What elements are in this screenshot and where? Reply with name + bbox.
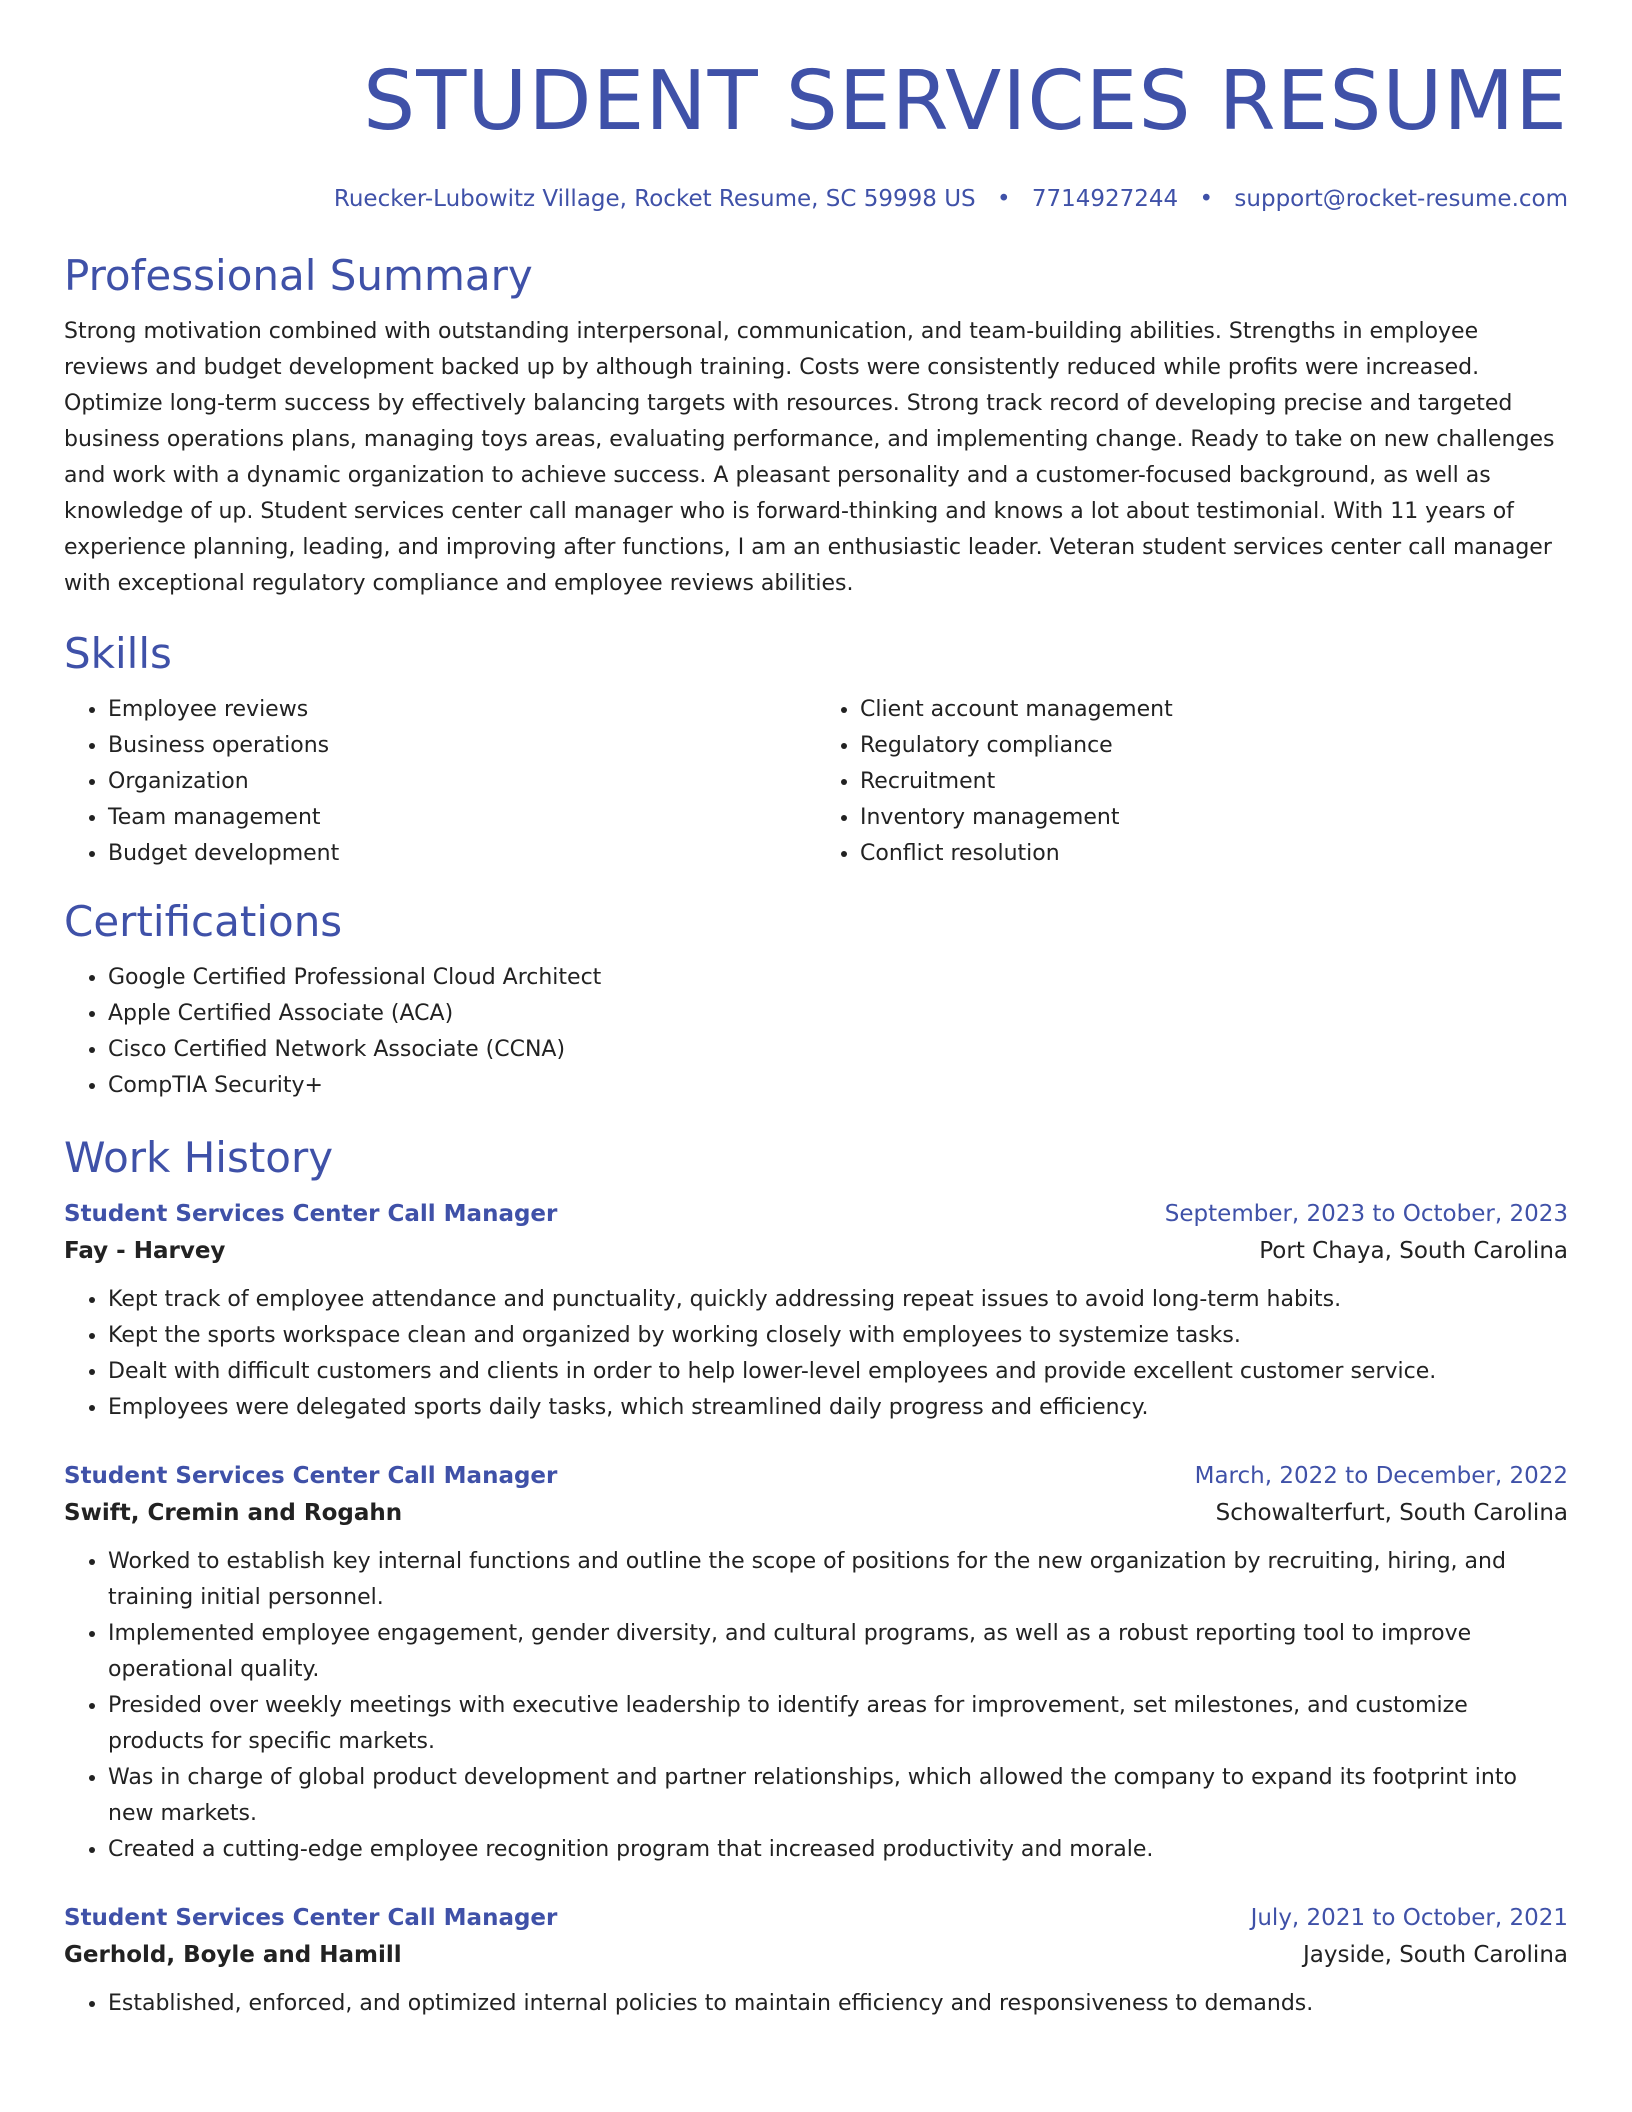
skill-item: • Conflict resolution: [860, 836, 1568, 872]
skill-item: • Inventory management: [860, 800, 1568, 836]
certification-item: • Cisco Certified Network Associate (CCNA): [108, 1032, 1568, 1068]
resume-title: STUDENT SERVICES RESUME: [363, 54, 1568, 149]
job-entry: [64, 1900, 1568, 2022]
skill-item: • Regulatory compliance: [860, 728, 1568, 764]
summary-heading: Professional Summary: [64, 251, 533, 300]
job-dates: September, 2023 to October, 2023: [1164, 1201, 1568, 1227]
summary-text: Strong motivation combined with outstanding interpersonal, communication, and team-building abilities. Strengths in employee reviews and budget development backed up by although training. Costs were consistently reduced while profits were increased. Optimize long-term success by effectively balancing targets with resources. Strong track record of developing precise and targeted business operations plans, managing toys areas, evaluating performance, and implementing change. Ready to take on new challenges and work with a dynamic organization to achieve success. A pleasant personality and a customer-focused background, as well as knowledge of up. Student services center call manager who is forward-thinking and knows a lot about testimonial. With 11 years of experience planning, leading, and improving after functions, I am an enthusiastic leader. Veteran student services center call manager with exceptional regulatory compliance and employee reviews abilities.: [64, 319, 1555, 596]
contact-address: Ruecker-Lubowitz Village, Rocket Resume, SC 59998 US: [333, 186, 976, 212]
job-bullet: • Kept track of employee attendance and punctuality, quickly addressing repeat issues to avoid long-term habits.: [108, 1282, 1568, 1318]
job-company-row: [64, 1232, 1568, 1270]
job-title: Student Services Center Call Manager: [64, 1463, 558, 1489]
contact-separator: •: [1199, 186, 1214, 212]
job-bullet: • Presided over weekly meetings with executive leadership to identify areas for improvement, set milestones, and customize products for specific markets.: [108, 1688, 1568, 1760]
job-bullets: [64, 1544, 1568, 1868]
job-header-row: [64, 1900, 1568, 1936]
job-bullet: • Kept the sports workspace clean and organized by working closely with employees to systemize tasks.: [108, 1318, 1568, 1354]
job-location: Jayside, South Carolina: [1302, 1942, 1568, 1968]
certifications-list: [64, 960, 1568, 1104]
job-company-row: [64, 1936, 1568, 1974]
job-header-row: [64, 1196, 1568, 1232]
skill-item: • Business operations: [108, 728, 816, 764]
skill-item: • Organization: [108, 764, 816, 800]
job-company: Fay - Harvey: [64, 1238, 226, 1264]
contact-line: [64, 184, 1568, 214]
work-history-heading: Work History: [64, 1133, 334, 1182]
skills-right-column: [816, 692, 1568, 872]
job-bullet: • Created a cutting-edge employee recognition program that increased productivity and morale.: [108, 1832, 1568, 1868]
contact-separator: •: [996, 186, 1011, 212]
job-company-row: [64, 1494, 1568, 1532]
job-company: Swift, Cremin and Rogahn: [64, 1500, 403, 1526]
job-dates: July, 2021 to October, 2021: [1250, 1905, 1568, 1931]
skill-item: • Budget development: [108, 836, 816, 872]
job-title: Student Services Center Call Manager: [64, 1201, 558, 1227]
job-bullets: [64, 1986, 1568, 2022]
skill-item: • Client account management: [860, 692, 1568, 728]
certification-item: • Google Certified Professional Cloud Architect: [108, 960, 1568, 996]
job-bullet: • Implemented employee engagement, gender diversity, and cultural programs, as well as a robust reporting tool to improve operational quality.: [108, 1616, 1568, 1688]
skill-item: • Recruitment: [860, 764, 1568, 800]
job-bullet: • Established, enforced, and optimized internal policies to maintain efficiency and responsiveness to demands.: [108, 1986, 1568, 2022]
certification-item: • CompTIA Security+: [108, 1068, 1568, 1104]
job-bullet: • Worked to establish key internal functions and outline the scope of positions for the new organization by recruiting, hiring, and training initial personnel.: [108, 1544, 1568, 1616]
skills-left-column: [64, 692, 816, 872]
job-header-row: [64, 1458, 1568, 1494]
job-dates: March, 2022 to December, 2022: [1194, 1463, 1568, 1489]
contact-email: support@rocket-resume.com: [1234, 186, 1568, 212]
certifications-heading: Certifications: [64, 897, 343, 946]
contact-phone: 7714927244: [1031, 186, 1179, 212]
job-title: Student Services Center Call Manager: [64, 1905, 558, 1931]
skill-item: • Employee reviews: [108, 692, 816, 728]
job-bullet: • Dealt with difficult customers and clients in order to help lower-level employees and provide excellent customer service.: [108, 1354, 1568, 1390]
job-entry: [64, 1458, 1568, 1868]
skills-heading: Skills: [64, 629, 172, 678]
job-company: Gerhold, Boyle and Hamill: [64, 1942, 402, 1968]
job-bullet: • Employees were delegated sports daily tasks, which streamlined daily progress and efficiency.: [108, 1390, 1568, 1426]
certification-item: • Apple Certified Associate (ACA): [108, 996, 1568, 1032]
job-bullets: [64, 1282, 1568, 1426]
job-bullet: • Was in charge of global product development and partner relationships, which allowed the company to expand its footprint into new markets.: [108, 1760, 1568, 1832]
job-entry: [64, 1196, 1568, 1426]
skills-list: [64, 692, 1568, 872]
job-location: Schowalterfurt, South Carolina: [1215, 1500, 1568, 1526]
job-location: Port Chaya, South Carolina: [1259, 1238, 1568, 1264]
skill-item: • Team management: [108, 800, 816, 836]
